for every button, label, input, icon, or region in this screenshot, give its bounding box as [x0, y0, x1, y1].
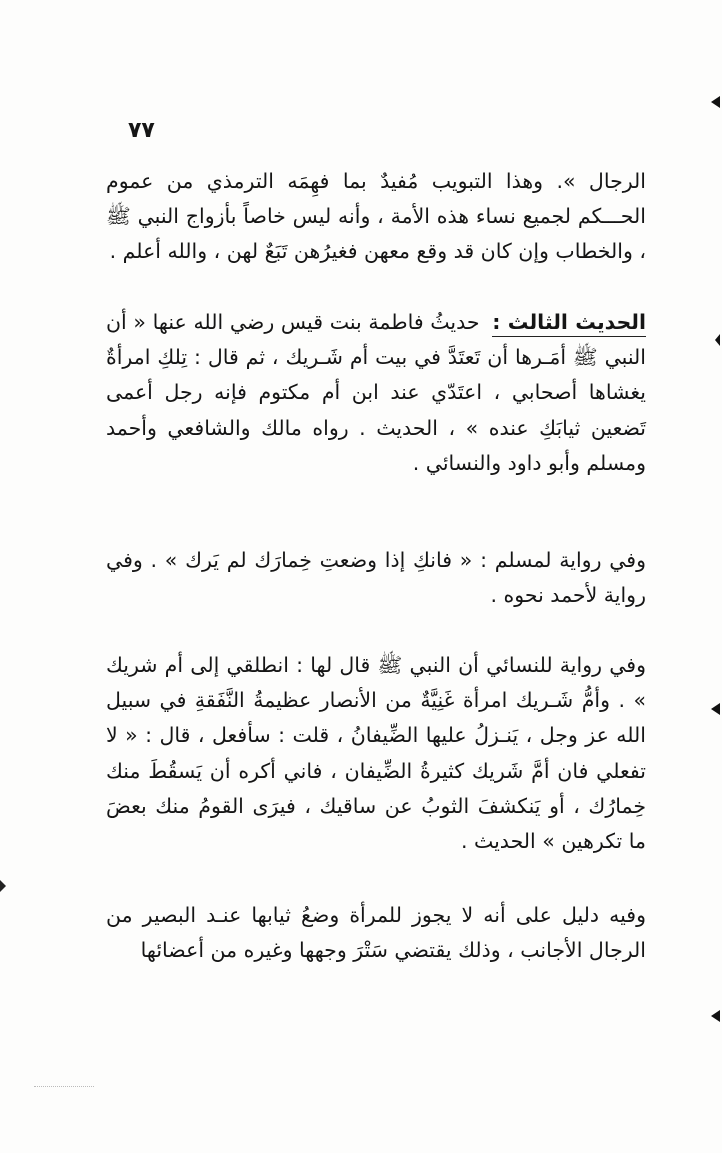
paragraph-text: وفي رواية للنسائي أن النبي ﷺ قال لها : انطلقي إلى أم شريك » . وأمُّ شَـريك امرأة غَنِيَّةٌ من الأنصار عظيمةُ النَّفَقةِ في سبيل الله عز وجل ، يَنـزلُ عليها الضِّيفانُ ، قلت : سأفعل ، قال : « لا تفعلي فان أمَّ شَريك كثيرةُ الضِّيفان ، فاني أكره أن يَسقُطَ منك خِمارُك ، أو يَنكشفَ الثوبُ عن ساقيك ، فيرَى القومُ منك بعضَ ما تكرهين » الحديث . — [106, 653, 646, 854]
paragraph-evidence — [106, 898, 646, 968]
paragraph-nasai-narration — [106, 648, 646, 859]
paragraph-intro — [106, 164, 646, 270]
page-number: ٧٧ — [128, 118, 155, 143]
paragraph-text: الرجال ». وهذا التبويب مُفيدٌ بما فهِمَه الترمذي من عموم الحـــكم لجميع نساء هذه الأمة ، وأنه ليس خاصاً بأزواج النبي ﷺ ، والخطاب وإن كان قد وقع معهن فغيرُهن تَبَعٌ لهن ، والله أعلم . — [106, 169, 646, 264]
paragraph-text: حديثُ فاطمة بنت قيس رضي الله عنها « أن النبي ﷺ أمَـرها أن تَعتَدَّ في بيت أم شَـريك ، ثم قال : تِلكِ امرأةٌ يغشاها أصحابي ، اعتَدّي عند ابن أم مكتوم فإنه رجل أعمى تَضعين ثيابَكِ عنده » ، الحديث . رواه مالك والشافعي وأحمد ومسلم وأبو داود والنسائي . — [106, 310, 646, 475]
section-heading: الحديث الثالث : — [492, 310, 646, 337]
faint-margin-marks — [34, 1078, 94, 1087]
page-edge-mark — [0, 880, 6, 892]
paragraph-text: وفي رواية لمسلم : « فانكِ إذا وضعتِ خِمارَك لم يَرك » . وفي رواية لأحمد نحوه . — [106, 548, 646, 608]
page-edge-mark — [711, 96, 720, 108]
paragraph-muslim-narration — [106, 543, 646, 613]
paragraph-text: وفيه دليل على أنه لا يجوز للمرأة وضعُ ثيابها عنـد البصير من الرجال الأجانب ، وذلك يقتضي سَتْرَ وجهها وغيره من أعضائها — [106, 903, 646, 963]
page-edge-mark — [711, 1010, 720, 1022]
page-edge-mark — [715, 334, 720, 346]
paragraph-third-hadith — [106, 305, 646, 481]
page-edge-mark — [711, 703, 720, 715]
